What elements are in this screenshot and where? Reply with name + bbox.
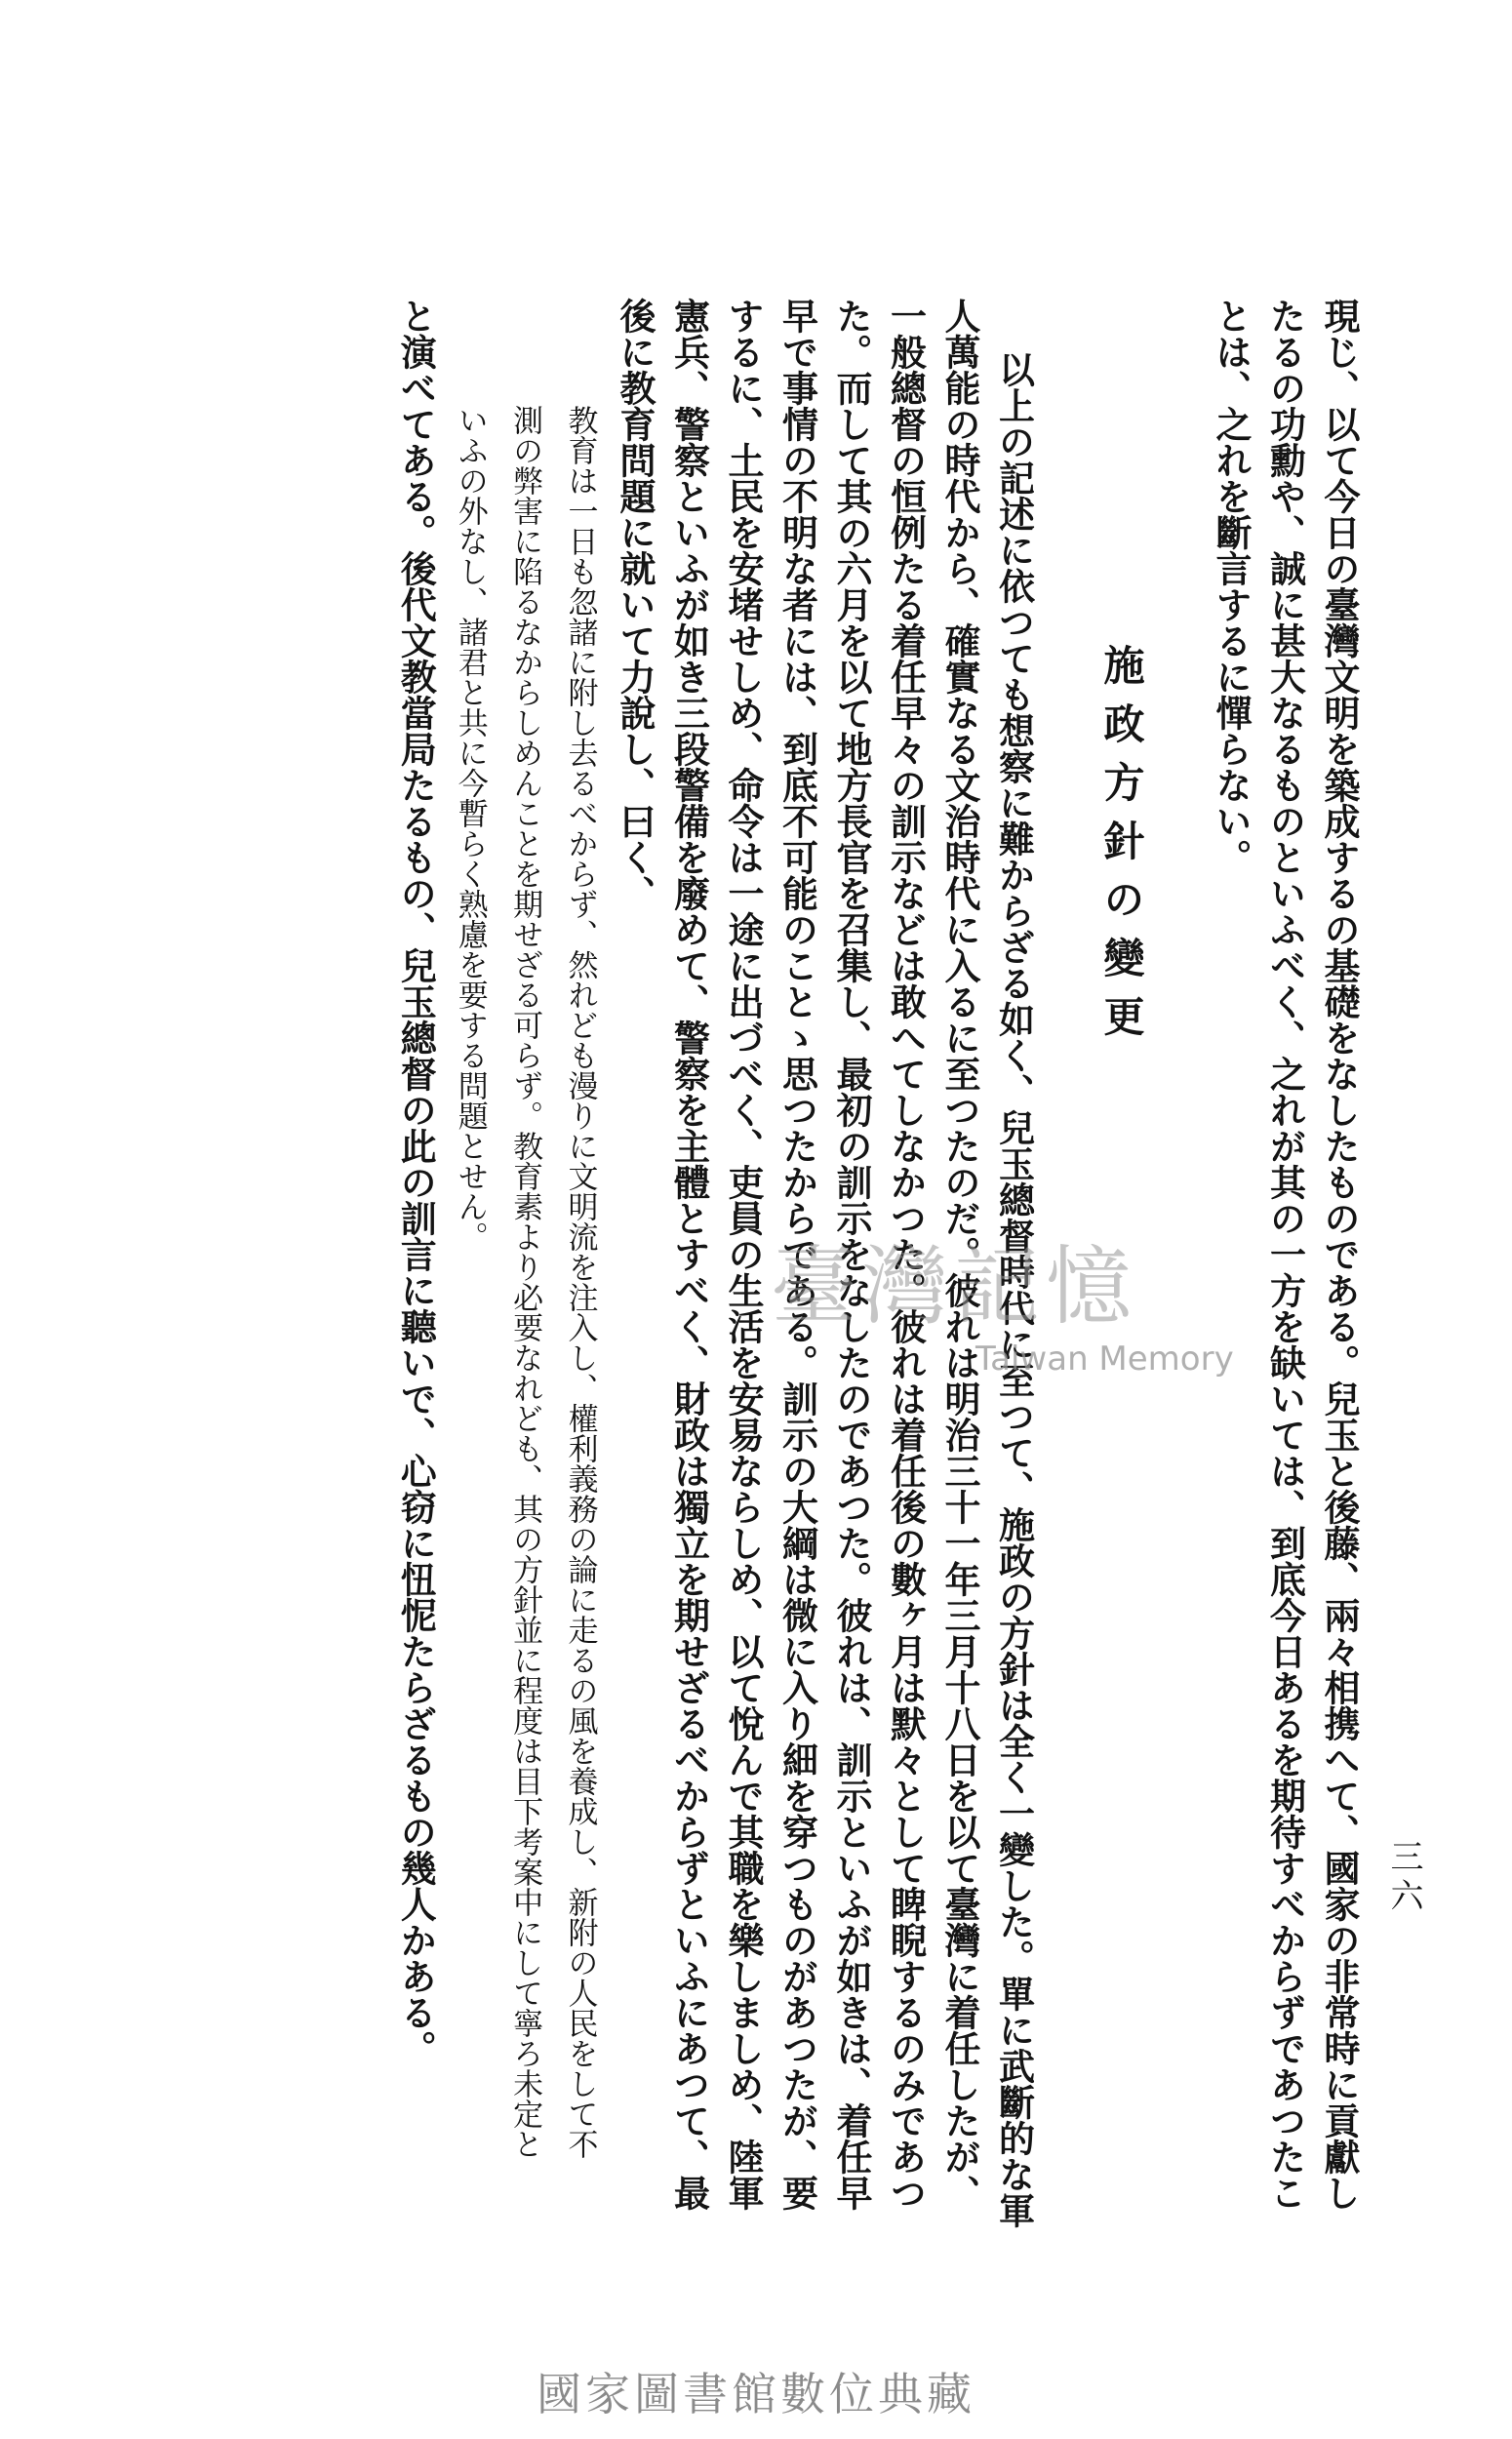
quote-column: いふの外なし、諸君と共に今暫らく熟慮を要する問題とせん。 xyxy=(452,405,488,1252)
text-column: 人萬能の時代から、確實なる文治時代に入るに至つたのだ。彼れは明治三十一年三月十八日を以て臺灣に着任したが、 xyxy=(938,298,981,2211)
text-column: とは、之れを斷言するに憚らない。 xyxy=(1210,298,1253,875)
text-column: た。而して其の六月を以て地方長官を召集し、最初の訓示をなしたのであつた。彼れは、訓示といふが如きは、着任早 xyxy=(830,298,873,2211)
watermark-title: 臺灣記憶 xyxy=(771,1236,1138,1337)
footer-archive-label: 國家圖書館數位典藏 xyxy=(537,2368,975,2420)
text-column: 後に教育問題に就いて力說し、曰く、 xyxy=(614,298,657,911)
text-column: するに、土民を安堵せしめ、命令は一途に出づべく、吏員の生活を安易ならしめ、以て悅んで其職を樂しましめ、陸軍 xyxy=(722,298,765,2211)
text-column: 現じ、以て今日の臺灣文明を築成するの基礎をなしたものである。兒玉と後藤、兩々相携へて、國家の非常時に貢獻し xyxy=(1318,298,1361,2211)
quote-column: 測の弊害に陷るなからしめんことを期せざる可らず。教育素より必要なれども、其の方針並に程度は目下考案中にして寧ろ未定と xyxy=(507,405,543,2159)
watermark-subtitle: Taiwan Memory xyxy=(975,1339,1234,1379)
quote-column: 教育は一日も忽諸に附し去るべからず、然れども漫りに文明流を注入し、權利義務の論に走るの風を養成し、新附の人民をして不 xyxy=(562,405,598,2159)
text-column: 一般總督の恒例たる着任早々の訓示などは敢へてしなかつた。彼れは着任後の數ヶ月は默々として睥睨するのみであつ xyxy=(884,298,928,2211)
page-number: 三六 xyxy=(1384,1839,1423,1917)
text-column: 憲兵、警察といふが如き三段警備を廢めて、警察を主體とすべく、財政は獨立を期せざるべからずといふにあつて、最 xyxy=(667,298,711,2211)
text-column: 早で事情の不明な者には、到底不可能のことゝ思つたからである。訓示の大綱は微に入り細を穿つものがあつたが、要 xyxy=(776,298,819,2211)
text-column: たるの功勳や、誠に甚大なるものといふべく、之れが其の一方を缺いては、到底今日あるを期待すべからずであつたこ xyxy=(1263,298,1307,2211)
text-column: と演べてある。後代文教當局たるもの、兒玉總督の此の訓言に聽いで、心窃に忸怩たらざるもの幾人かある。 xyxy=(394,298,438,2066)
section-heading: 施政方針の變更 xyxy=(1097,644,1146,1054)
text-column: 以上の記述に依つても想察に難からざる如く、兒玉總督時代に至つて、施政の方針は全く一變した。單に武斷的な軍 xyxy=(992,351,1036,2228)
vertical-body-text xyxy=(388,298,1366,2239)
